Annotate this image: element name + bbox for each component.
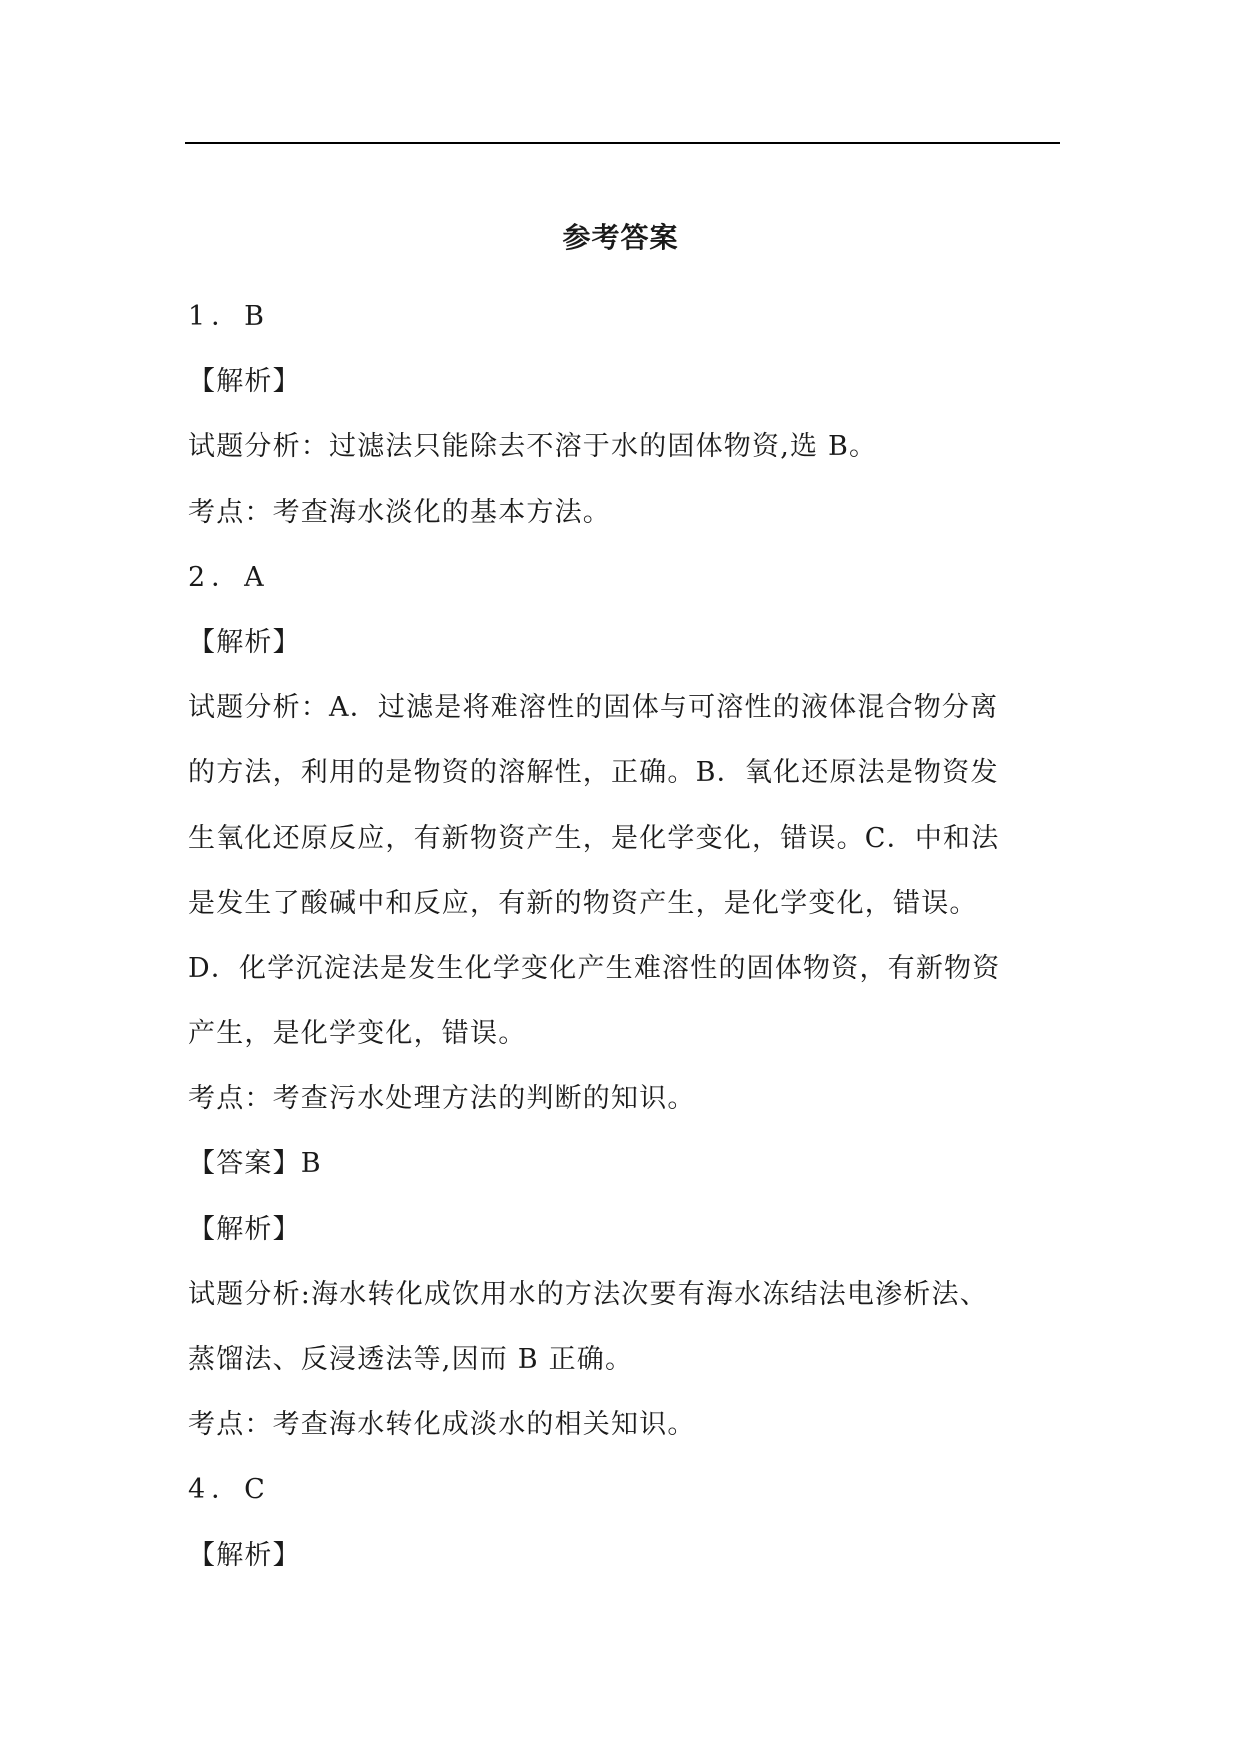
- answer-content: [188, 284, 1058, 1588]
- answer-2-label: 2．A: [188, 561, 270, 593]
- analysis-text: 产生，是化学变化，错误。: [188, 1018, 527, 1050]
- analysis-text: 的方法，利用的是物资的溶解性，正确。B．氧化还原法是物资发: [188, 757, 999, 789]
- analysis-text: D．化学沉淀法是发生化学变化产生难溶性的固体物资，有新物资: [188, 952, 1001, 984]
- knowledge-point: 考点：考查海水转化成淡水的相关知识。: [188, 1409, 696, 1441]
- knowledge-point: 考点：考查污水处理方法的判断的知识。: [188, 1083, 696, 1115]
- answer-1-label: 1．B: [188, 301, 271, 332]
- analysis-text: 是发生了酸碱中和反应，有新的物资产生，是化学变化，错误。: [188, 887, 978, 919]
- analysis-heading: 【解析】: [188, 366, 301, 398]
- analysis-heading: 【解析】: [188, 1213, 301, 1245]
- analysis-text: 生氧化还原反应，有新物资产生，是化学变化，错误。C．中和法: [188, 822, 1000, 854]
- knowledge-point: 考点：考查海水淡化的基本方法。: [188, 496, 611, 528]
- analysis-text: 蒸馏法、反浸透法等,因而 B 正确。: [188, 1344, 634, 1375]
- analysis-text: 试题分析：A．过滤是将难溶性的固体与可溶性的液体混合物分离: [188, 692, 999, 724]
- analysis-text: 试题分析:海水转化成饮用水的方法次要有海水冻结法电渗析法、: [188, 1278, 988, 1310]
- header-rule: [185, 142, 1060, 144]
- page-title: 参考答案: [562, 221, 679, 254]
- analysis-text: 试题分析：过滤法只能除去不溶于水的固体物资,选 B。: [188, 431, 878, 463]
- analysis-heading: 【解析】: [188, 626, 301, 658]
- analysis-heading: 【解析】: [188, 1539, 301, 1571]
- answer-3-label: 【答案】B: [188, 1148, 322, 1180]
- answer-4-label: 4．C: [188, 1474, 271, 1506]
